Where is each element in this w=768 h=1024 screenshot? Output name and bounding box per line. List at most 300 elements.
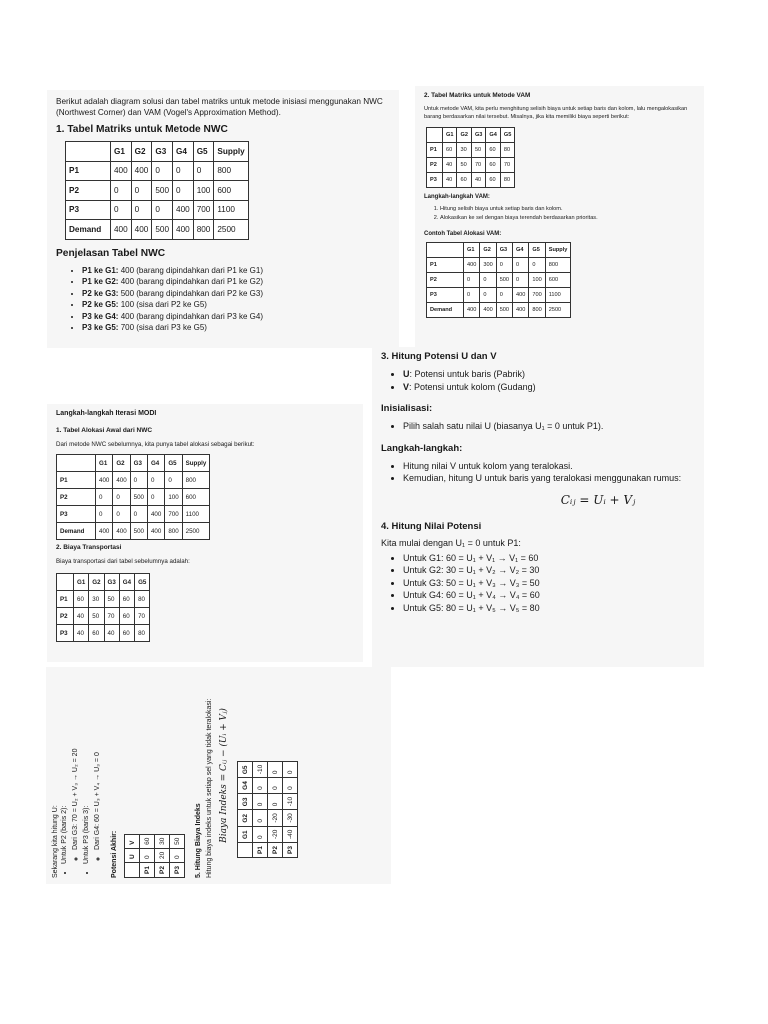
potensi-akhir-title: Potensi Akhir: (111, 830, 118, 878)
nwc-intro: Berikut adalah diagram solusi dan tabel matriks untuk metode inisiasi menggunakan NWC (Northwest Corner) dan VAM (Vogel's Approximation Method). (56, 97, 383, 117)
table-row (170, 834, 185, 877)
table-cell: 0 (268, 778, 283, 794)
column-header: G5 (193, 142, 214, 162)
nilai-intro: Kita mulai dengan U₁ = 0 untuk P1: (381, 537, 521, 548)
table-cell: 40 (74, 608, 89, 625)
table-row (57, 625, 150, 642)
potensi-section (372, 347, 704, 667)
nilai-list (381, 552, 695, 615)
table-cell: 800 (214, 161, 248, 181)
indeks-section (46, 667, 391, 884)
steps-title: Langkah-langkah: (381, 442, 463, 454)
table-cell: 700 (529, 288, 545, 303)
list-item: • Kemudian, hitung U untuk baris yang teralokasi menggunakan rumus: (403, 472, 695, 485)
formula: Cᵢⱼ = Uᵢ + Vⱼ (560, 492, 636, 507)
table-cell: 0 (130, 472, 147, 489)
table-row (66, 181, 249, 201)
table-cell: 0 (111, 200, 132, 220)
item-value: 400 (barang dipindahkan dari P3 ke G4) (118, 311, 264, 321)
list-item (403, 368, 695, 381)
vam-alloc-title: Contoh Tabel Alokasi VAM: (424, 231, 502, 237)
table-cell: 50 (89, 608, 104, 625)
table-cell: 0 (480, 273, 496, 288)
table-cell: 0 (173, 161, 194, 181)
table-row (268, 761, 283, 857)
column-header: G3 (130, 455, 147, 472)
table-cell: 400 (480, 303, 496, 318)
table-cell: 0 (113, 506, 130, 523)
column-header: Supply (182, 455, 210, 472)
modi-text2: Biaya transportasi dari tabel sebelumnya adalah: (56, 558, 190, 565)
table-row (155, 834, 170, 877)
vam-steps-title: Langkah-langkah VAM: (424, 194, 490, 200)
table-cell: 800 (545, 258, 571, 273)
table-row (427, 303, 571, 318)
table-row (66, 200, 249, 220)
table-row (427, 288, 571, 303)
table-row (57, 472, 210, 489)
table-cell: 0 (147, 489, 164, 506)
corner-cell (57, 574, 74, 591)
table-cell: 70 (104, 608, 119, 625)
table-cell: 30 (457, 143, 471, 158)
u-text: : Potensi untuk baris (Pabrik) (409, 369, 526, 379)
nwc-section (47, 90, 399, 348)
item-key: P3 ke G4: (82, 311, 119, 321)
item-key: P1 ke G1: (82, 265, 119, 275)
row-header: P1 (427, 143, 443, 158)
item-value: 500 (barang dipindahkan dari P2 ke G3) (118, 288, 264, 298)
table-cell: 400 (111, 220, 132, 240)
table-cell: 400 (513, 288, 529, 303)
table-cell: 400 (173, 220, 194, 240)
table-cell: 80 (135, 591, 150, 608)
modi-alloc-table (56, 454, 210, 540)
column-header: G3 (471, 128, 485, 143)
table-cell: 0 (96, 506, 113, 523)
item-value: 400 (barang dipindahkan dari P1 ke G2) (118, 277, 264, 287)
table-cell: 1100 (545, 288, 571, 303)
table-cell: 30 (155, 834, 170, 848)
table-cell: 20 (155, 848, 170, 862)
column-header: G2 (457, 128, 471, 143)
table-cell: 0 (464, 273, 480, 288)
table-cell: 50 (471, 143, 485, 158)
row-header: P3 (427, 288, 464, 303)
steps-list (381, 460, 695, 485)
table-row (57, 506, 210, 523)
table-cell: 50 (104, 591, 119, 608)
table-cell: 40 (443, 158, 457, 173)
table-cell: 60 (119, 608, 134, 625)
potensi-akhir-table (124, 834, 185, 878)
row-header: P2 (427, 273, 464, 288)
vam-text: Untuk metode VAM, kita perlu menghitung selisih biaya untuk setiap baris dan kolom, lalu mengalokasikan barang berdasarkan nilai tersebut. Misalnya, jika kita memiliki biaya seperti berikut: (424, 106, 688, 120)
column-header: G2 (480, 243, 496, 258)
row-header: P2 (57, 608, 74, 625)
row-header: P1 (140, 863, 155, 878)
table-cell: 500 (152, 181, 173, 201)
table-cell: 500 (496, 303, 512, 318)
column-header: G4 (173, 142, 194, 162)
table-cell: 2500 (182, 523, 210, 540)
table-cell: 0 (496, 288, 512, 303)
table-cell: 0 (173, 181, 194, 201)
table-cell: 600 (214, 181, 248, 201)
table-cell: 800 (193, 220, 214, 240)
modi-title: Langkah-langkah Iterasi MODI (56, 410, 157, 417)
nwc-title: 1. Tabel Matriks untuk Metode NWC (56, 124, 228, 135)
table-cell: 0 (130, 506, 147, 523)
item-key: P1 ke G2: (82, 277, 119, 287)
table-cell: 0 (253, 826, 268, 842)
table-cell: 80 (500, 143, 514, 158)
modi-cost-table (56, 573, 150, 642)
table-cell: 0 (513, 258, 529, 273)
table-cell: 500 (130, 523, 147, 540)
table-cell: 0 (152, 200, 173, 220)
table-cell: 400 (96, 472, 113, 489)
v-text: : Potensi untuk kolom (Gudang) (409, 381, 536, 392)
table-row (427, 143, 515, 158)
table-cell: 600 (545, 273, 571, 288)
row-header: P3 (57, 625, 74, 642)
table-cell: 0 (170, 848, 185, 862)
column-header: V (125, 834, 140, 848)
table-cell: -20 (268, 810, 283, 826)
table-cell: 0 (111, 181, 132, 201)
list-item: • Untuk G3: 50 = U₁ + V₃ → V₃ = 50 (403, 577, 695, 590)
nwc-explain-title: Penjelasan Tabel NWC (56, 247, 166, 259)
table-cell: 60 (443, 143, 457, 158)
table-cell: 400 (131, 161, 152, 181)
table-cell: -10 (253, 761, 268, 777)
column-header: G5 (238, 761, 253, 777)
list-item (82, 276, 390, 288)
row-header: P3 (283, 843, 298, 858)
vam-title: 2. Tabel Matriks untuk Metode VAM (424, 92, 531, 99)
table-cell: 0 (496, 258, 512, 273)
table-row (253, 761, 268, 857)
potensi-def-list (381, 368, 695, 393)
item-key: P2 ke G3: (82, 288, 119, 298)
table-cell: 0 (253, 778, 268, 794)
item-value: 400 (barang dipindahkan dari P1 ke G1) (118, 265, 264, 275)
table-cell: 40 (104, 625, 119, 642)
column-header: G5 (165, 455, 182, 472)
list-item: • Pilih salah satu nilai U (biasanya U₁ = 0 untuk P1). (403, 420, 695, 433)
table-cell: 0 (513, 273, 529, 288)
nwc-table (65, 141, 249, 240)
column-header: Supply (545, 243, 571, 258)
column-header: G1 (238, 826, 253, 842)
item-key: P3 ke G5: (82, 323, 119, 333)
list-item (81, 673, 103, 864)
table-cell: 50 (457, 158, 471, 173)
row-header: P1 (427, 258, 464, 273)
corner-cell (238, 843, 253, 858)
item-main: Untuk P2 (baris 2): (61, 805, 68, 864)
table-cell: 400 (464, 258, 480, 273)
table-cell: 400 (96, 523, 113, 540)
table-row (427, 273, 571, 288)
table-cell: 400 (131, 220, 152, 240)
list-item (82, 299, 390, 311)
table-header-row (66, 142, 249, 162)
row-header: Demand (66, 220, 111, 240)
table-cell: 0 (253, 793, 268, 809)
table-cell: 400 (147, 523, 164, 540)
table-cell: 70 (500, 158, 514, 173)
list-item: • Untuk G4: 60 = U₁ + V₄ → V₄ = 60 (403, 589, 695, 602)
table-cell: 80 (500, 173, 514, 188)
column-header: G1 (74, 574, 89, 591)
modi-sub2: 2. Biaya Transportasi (56, 544, 122, 551)
list-item: • Untuk G2: 30 = U₁ + V₂ → V₂ = 30 (403, 564, 695, 577)
table-cell: 0 (283, 761, 298, 777)
row-header: Demand (427, 303, 464, 318)
row-header: P1 (57, 472, 96, 489)
corner-cell (427, 243, 464, 258)
table-header-row (57, 574, 150, 591)
table-cell: 700 (165, 506, 182, 523)
table-row (140, 834, 155, 877)
table-cell: 0 (131, 200, 152, 220)
table-cell: 30 (89, 591, 104, 608)
table-header-row (238, 761, 253, 857)
table-cell: 40 (74, 625, 89, 642)
table-cell: -30 (283, 810, 298, 826)
table-cell: 500 (152, 220, 173, 240)
table-cell: 0 (253, 810, 268, 826)
row-header: P1 (57, 591, 74, 608)
table-cell: 300 (480, 258, 496, 273)
list-item (82, 288, 390, 300)
table-cell: 0 (96, 489, 113, 506)
table-cell: 800 (182, 472, 210, 489)
table-cell: 50 (170, 834, 185, 848)
table-cell: 100 (193, 181, 214, 201)
column-header: G1 (96, 455, 113, 472)
row-header: P2 (57, 489, 96, 506)
list-item: ◦ Dari G3: 70 = U₂ + V₃ → U₂ = 20 (70, 673, 81, 850)
table-cell: 0 (268, 793, 283, 809)
init-title: Inisialisasi: (381, 403, 433, 414)
column-header: G4 (238, 778, 253, 794)
table-cell: 60 (119, 591, 134, 608)
column-header: G5 (529, 243, 545, 258)
column-header: G2 (89, 574, 104, 591)
table-cell: 0 (529, 258, 545, 273)
table-cell: 700 (193, 200, 214, 220)
table-cell: -20 (268, 826, 283, 842)
table-cell: 0 (147, 472, 164, 489)
table-cell: 0 (464, 288, 480, 303)
v-label: V (403, 381, 410, 392)
column-header: G3 (152, 142, 173, 162)
table-cell: 40 (443, 173, 457, 188)
table-header-row (427, 243, 571, 258)
table-cell: 60 (74, 591, 89, 608)
biaya-indeks-text: Hitung biaya indeks untuk setiap sel yang tidak teralokasi: (206, 698, 213, 878)
list-item: • Untuk G5: 80 = U₁ + V₅ → V₅ = 80 (403, 602, 695, 615)
row-header: P1 (253, 843, 268, 858)
table-cell: 0 (193, 161, 214, 181)
table-cell: 100 (165, 489, 182, 506)
table-cell: 800 (165, 523, 182, 540)
table-cell: 0 (113, 489, 130, 506)
indeks-u-list (59, 673, 103, 878)
modi-text1: Dari metode NWC sebelumnya, kita punya tabel alokasi sebagai berikut: (56, 441, 255, 448)
corner-cell (57, 455, 96, 472)
table-cell: 0 (480, 288, 496, 303)
u-label: U (403, 369, 410, 379)
table-row (66, 220, 249, 240)
table-cell: 60 (140, 834, 155, 848)
list-item (82, 322, 390, 334)
table-cell: -10 (283, 793, 298, 809)
table-cell: 800 (529, 303, 545, 318)
table-row (427, 258, 571, 273)
biaya-indeks-table (237, 761, 298, 858)
table-cell: 0 (131, 181, 152, 201)
vam-cost-table (426, 127, 515, 188)
table-cell: -40 (283, 826, 298, 842)
table-row (283, 761, 298, 857)
column-header: G5 (500, 128, 514, 143)
table-cell: 70 (135, 608, 150, 625)
table-header-row (125, 834, 140, 877)
table-header-row (427, 128, 515, 143)
biaya-indeks-formula: Biaya Indeks = Cᵢⱼ − (Uᵢ + Vⱼ) (219, 708, 229, 843)
modi-sub1: 1. Tabel Alokasi Awal dari NWC (56, 427, 153, 434)
table-cell: 70 (471, 158, 485, 173)
nwc-explain-list (56, 265, 390, 335)
column-header: G1 (443, 128, 457, 143)
table-cell: 1100 (182, 506, 210, 523)
table-row (427, 158, 515, 173)
item-value: 100 (sisa dari P2 ke G5) (118, 300, 207, 310)
corner-cell (125, 863, 140, 878)
item-main: Untuk P3 (baris 3): (83, 805, 90, 864)
vam-alloc-table (426, 242, 571, 318)
table-cell: 400 (113, 523, 130, 540)
vam-section (415, 86, 704, 348)
column-header: G4 (513, 243, 529, 258)
table-cell: 400 (111, 161, 132, 181)
table-cell: 0 (165, 472, 182, 489)
init-list (381, 420, 695, 433)
column-header: G1 (111, 142, 132, 162)
row-header: P3 (66, 200, 111, 220)
biaya-indeks-title: 5. Hitung Biaya Indeks (195, 803, 202, 878)
potensi-title: 3. Hitung Potensi U dan V (381, 351, 497, 362)
row-header: P2 (66, 181, 111, 201)
list-item: • Untuk G1: 60 = U₁ + V₁ → V₁ = 60 (403, 552, 695, 565)
table-cell: 0 (152, 161, 173, 181)
row-header: P3 (57, 506, 96, 523)
table-cell: 400 (464, 303, 480, 318)
corner-cell (66, 142, 111, 162)
modi-section (47, 404, 363, 662)
column-header: G4 (147, 455, 164, 472)
table-row (57, 523, 210, 540)
table-cell: 0 (283, 778, 298, 794)
column-header: G1 (464, 243, 480, 258)
list-item: 1. Hitung selisih biaya untuk setiap baris dan kolom. (440, 205, 695, 214)
indeks-intro: Sekarang kita hitung U: (52, 805, 59, 878)
column-header: G2 (113, 455, 130, 472)
column-header: G3 (496, 243, 512, 258)
row-header: P2 (427, 158, 443, 173)
row-header: P3 (427, 173, 443, 188)
list-item (59, 673, 81, 864)
table-cell: 400 (513, 303, 529, 318)
table-row (57, 608, 150, 625)
table-cell: 0 (140, 848, 155, 862)
row-header: Demand (57, 523, 96, 540)
table-header-row (57, 455, 210, 472)
row-header: P2 (155, 863, 170, 878)
table-cell: 2500 (214, 220, 248, 240)
table-cell: 60 (486, 143, 500, 158)
table-cell: 60 (486, 158, 500, 173)
rotated-content (46, 667, 391, 884)
table-cell: 80 (135, 625, 150, 642)
column-header: G4 (486, 128, 500, 143)
table-cell: 60 (457, 173, 471, 188)
list-item (82, 311, 390, 323)
table-cell: 500 (496, 273, 512, 288)
column-header: U (125, 848, 140, 862)
table-cell: 500 (130, 489, 147, 506)
table-row (57, 591, 150, 608)
row-header: P2 (268, 843, 283, 858)
table-cell: 400 (147, 506, 164, 523)
table-cell: 40 (471, 173, 485, 188)
list-item (82, 265, 390, 277)
table-cell: 60 (486, 173, 500, 188)
column-header: G3 (104, 574, 119, 591)
table-row (57, 489, 210, 506)
table-cell: 2500 (545, 303, 571, 318)
corner-cell (427, 128, 443, 143)
item-key: P2 ke G5: (82, 300, 119, 310)
vam-steps-list (424, 205, 695, 222)
table-cell: 100 (529, 273, 545, 288)
list-item (403, 381, 695, 394)
column-header: G3 (238, 793, 253, 809)
list-item: ◦ Dari G4: 60 = U₃ + V₄ → U₃ = 0 (92, 673, 103, 850)
column-header: G2 (238, 810, 253, 826)
item-value: 700 (sisa dari P3 ke G5) (118, 323, 207, 333)
table-cell: 60 (119, 625, 134, 642)
table-cell: 0 (268, 761, 283, 777)
table-row (66, 161, 249, 181)
column-header: G4 (119, 574, 134, 591)
nilai-title: 4. Hitung Nilai Potensi (381, 520, 482, 532)
table-row (427, 173, 515, 188)
row-header: P1 (66, 161, 111, 181)
table-cell: 400 (113, 472, 130, 489)
column-header: G2 (131, 142, 152, 162)
list-item: • Hitung nilai V untuk kolom yang teralokasi. (403, 460, 695, 473)
column-header: Supply (214, 142, 248, 162)
table-cell: 1100 (214, 200, 248, 220)
row-header: P3 (170, 863, 185, 878)
column-header: G5 (135, 574, 150, 591)
table-cell: 60 (89, 625, 104, 642)
